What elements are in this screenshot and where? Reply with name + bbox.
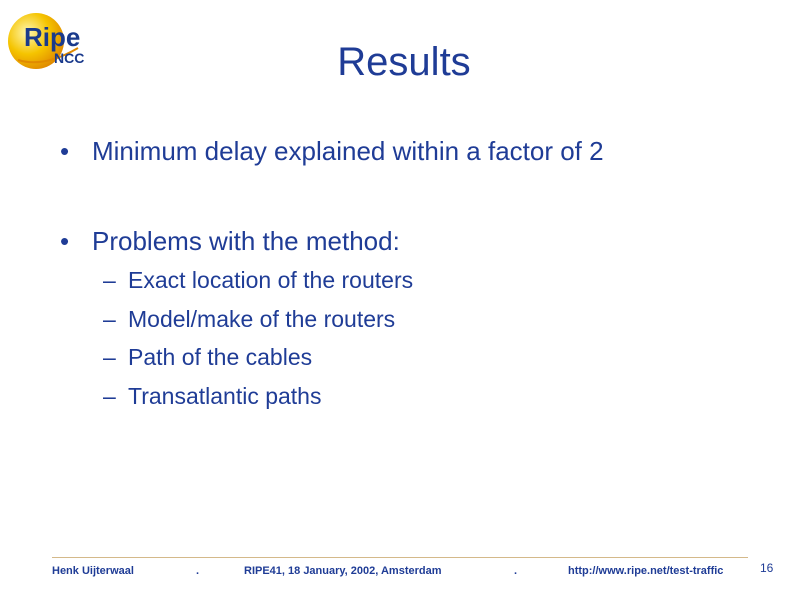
sub-bullet-marker: –: [103, 267, 116, 293]
sub-bullet-marker: –: [103, 344, 116, 370]
logo-ripe-text: Ripe: [24, 22, 81, 52]
footer-url: http://www.ripe.net/test-traffic: [568, 565, 724, 577]
bullet-item: [60, 136, 604, 167]
slide-title: Results: [337, 40, 471, 84]
bullet-item: [60, 226, 400, 257]
footer-separator: .: [196, 565, 200, 577]
sub-bullet-text: Path of the cables: [128, 344, 313, 370]
bullet-text: Minimum delay explained within a factor of 2: [92, 136, 604, 166]
sub-bullet-item: [103, 306, 395, 333]
sub-bullet-item: [103, 267, 413, 294]
sub-bullet-text: Model/make of the routers: [128, 306, 396, 332]
bullet-marker: •: [60, 226, 70, 256]
page-number: 16: [760, 561, 774, 575]
sub-bullet-text: Exact location of the routers: [128, 267, 414, 293]
footer-divider: [52, 557, 748, 558]
footer-author: Henk Uijterwaal: [52, 565, 134, 577]
bullet-text: Problems with the method:: [92, 226, 400, 256]
sub-bullet-item: [103, 383, 321, 410]
footer-separator: .: [514, 565, 518, 577]
bullet-marker: •: [60, 136, 70, 166]
sub-bullet-text: Transatlantic paths: [128, 383, 322, 409]
logo-ncc-text: NCC: [54, 50, 85, 66]
sub-bullet-marker: –: [103, 383, 116, 409]
sub-bullet-marker: –: [103, 306, 116, 332]
sub-bullet-item: [103, 344, 312, 371]
footer-event: RIPE41, 18 January, 2002, Amsterdam: [244, 565, 442, 577]
